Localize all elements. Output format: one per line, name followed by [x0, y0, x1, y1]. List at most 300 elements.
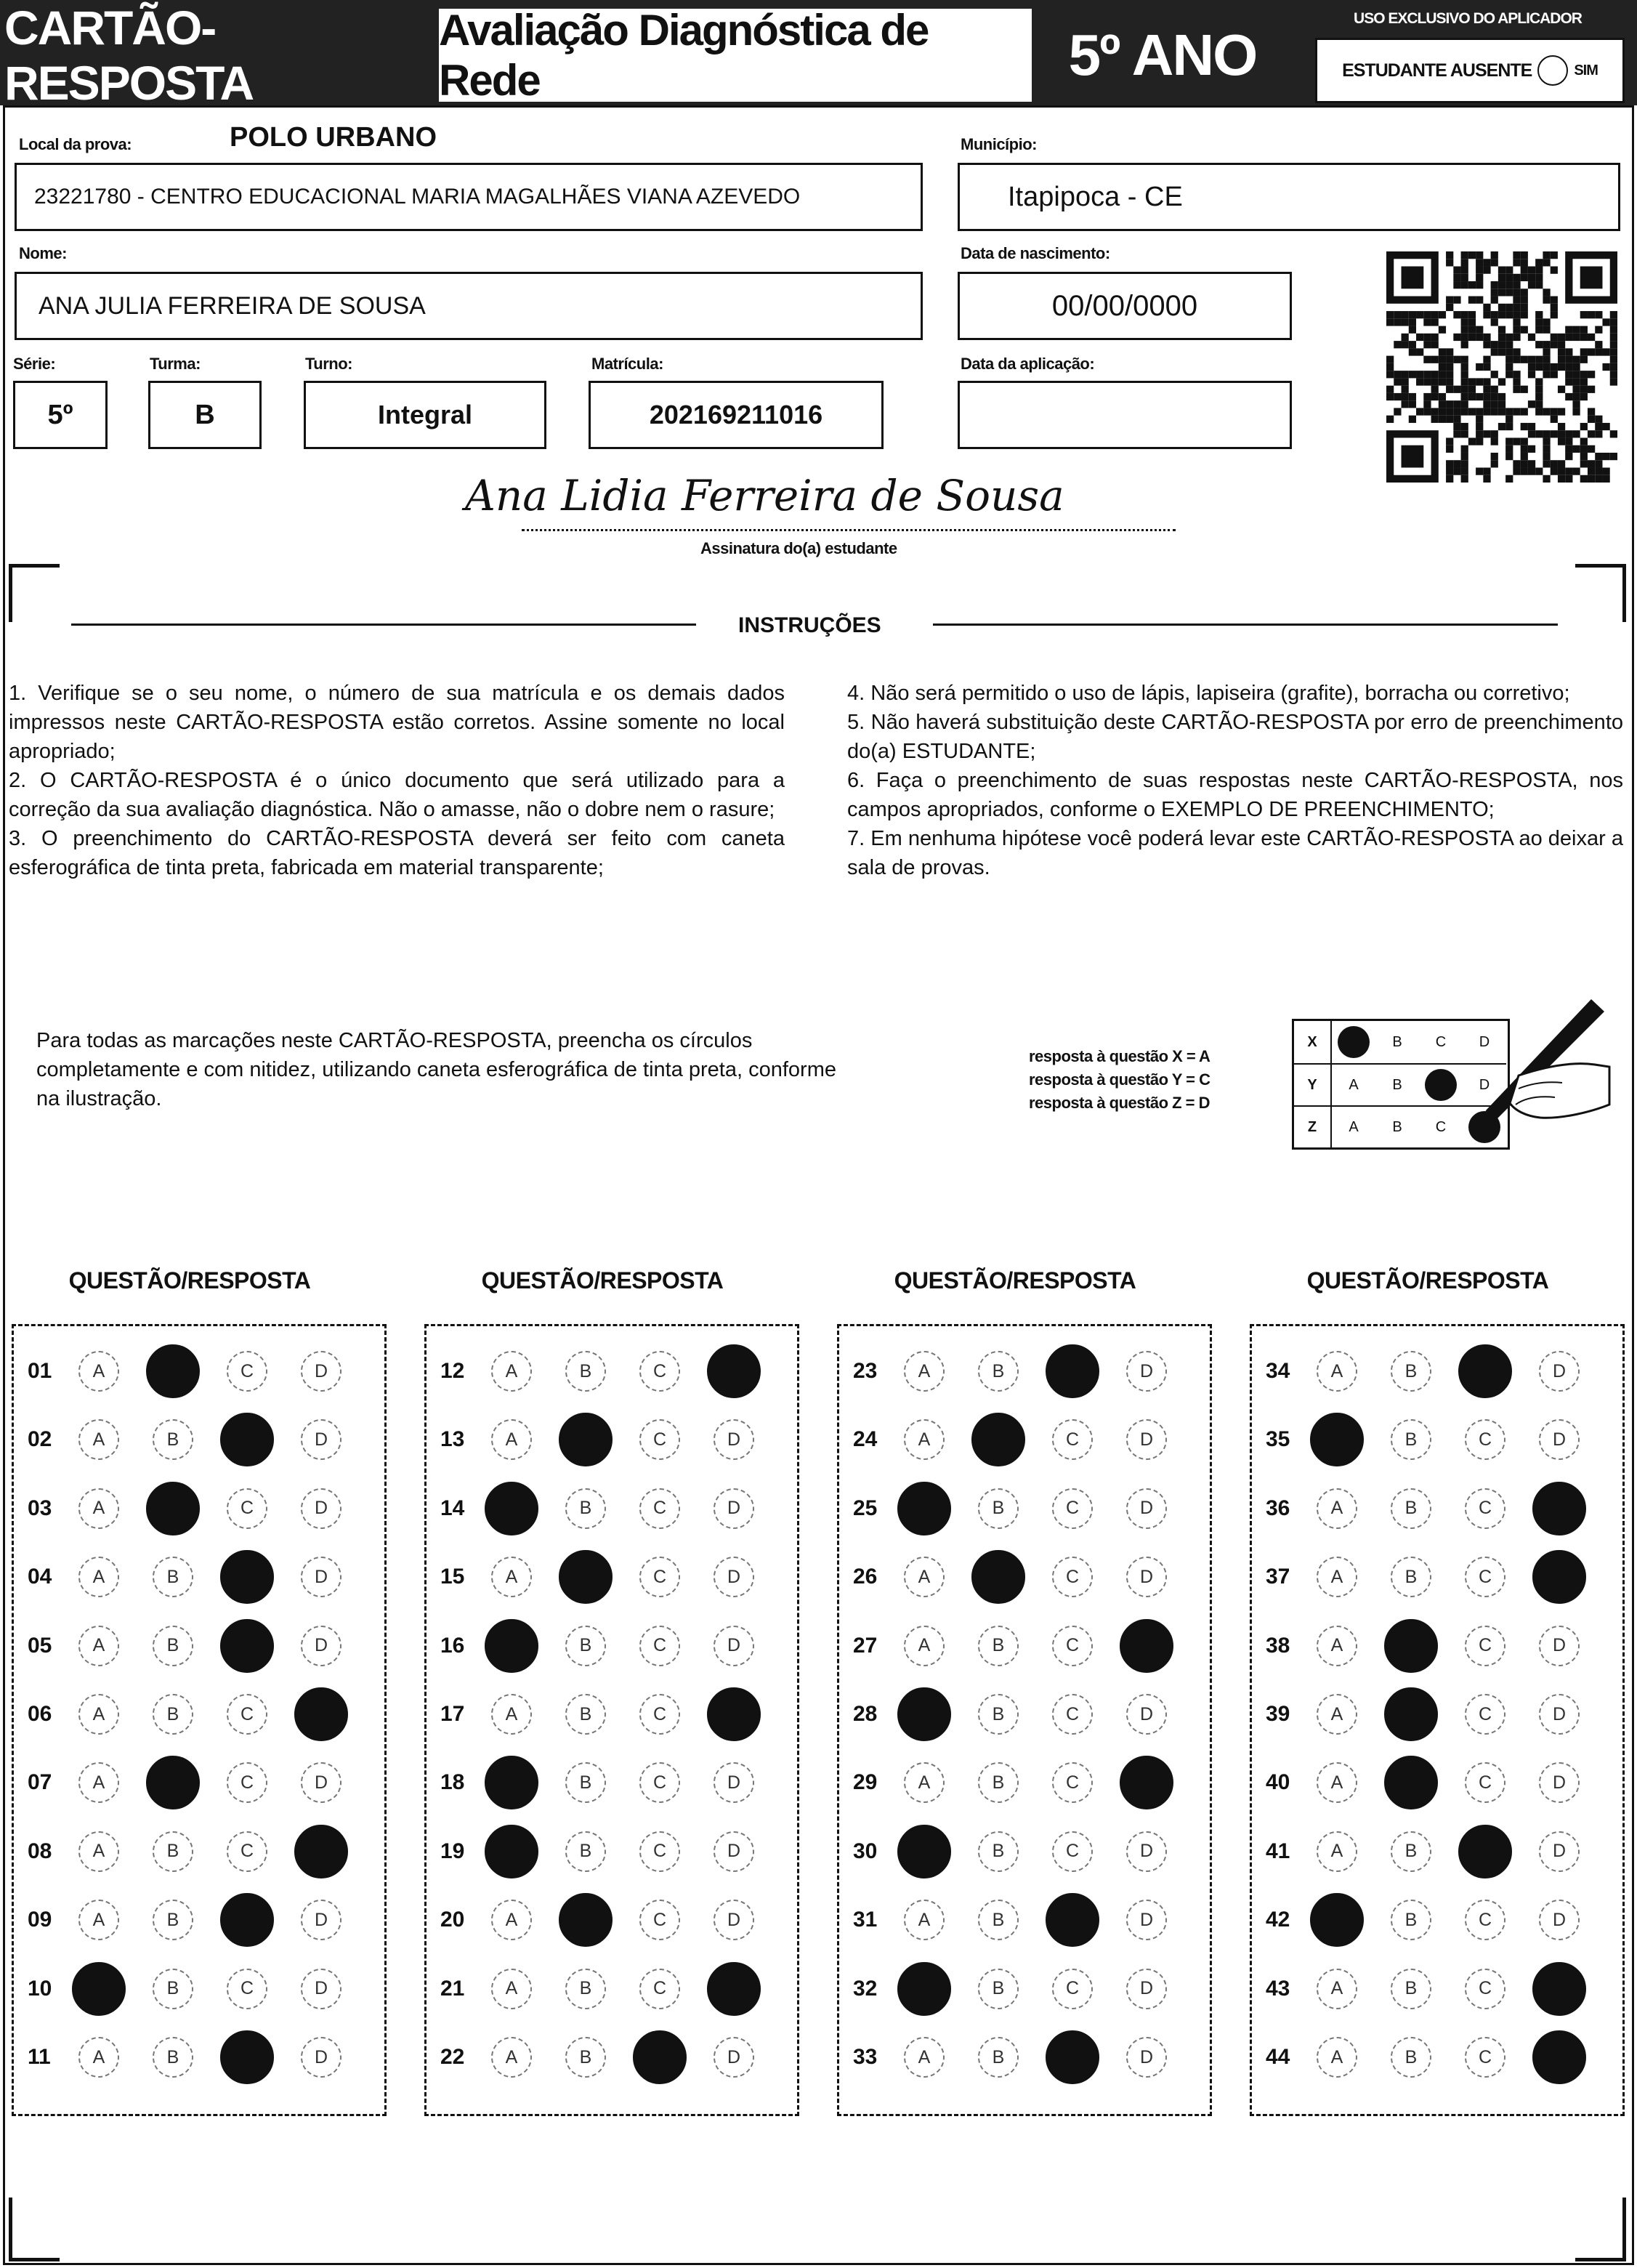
answer-row: [853, 1964, 1200, 2014]
answer-bubble-c[interactable]: C: [639, 1900, 680, 1940]
answer-bubble-d[interactable]: D: [301, 1762, 341, 1803]
answer-bubble-d[interactable]: [1532, 1962, 1586, 2016]
answer-bubble-d[interactable]: D: [1539, 1419, 1580, 1460]
answer-bubble-d[interactable]: [294, 1825, 348, 1878]
example-bubble: [1375, 1063, 1419, 1105]
answer-bubble-c[interactable]: C: [1465, 1488, 1505, 1529]
answer-bubble-a[interactable]: A: [904, 1419, 945, 1460]
answer-bubble-b[interactable]: [146, 1482, 200, 1535]
answer-bubble-a[interactable]: A: [491, 1351, 532, 1392]
answer-bubble-b[interactable]: [559, 1550, 613, 1604]
answer-bubble-a[interactable]: A: [78, 2037, 119, 2078]
answer-bubble-a[interactable]: A: [78, 1694, 119, 1735]
grade-title: 5º ANO: [1068, 23, 1257, 87]
question-number: 03: [28, 1496, 52, 1520]
question-number: 40: [1266, 1770, 1290, 1795]
answer-bubble-d[interactable]: D: [1126, 1969, 1167, 2009]
example-bubble: [1332, 1063, 1375, 1105]
question-number: 06: [28, 1702, 52, 1726]
question-number: 23: [853, 1359, 878, 1383]
answer-bubble-a[interactable]: [1310, 1413, 1364, 1466]
card-title: CARTÃO-RESPOSTA: [4, 1, 254, 110]
answer-row: [28, 1964, 375, 2014]
question-number: 24: [853, 1427, 878, 1452]
answer-bubble-b[interactable]: B: [565, 1351, 606, 1392]
answer-bubble-b[interactable]: B: [565, 1831, 606, 1872]
answer-row: [1266, 1689, 1613, 1740]
answer-bubble-b[interactable]: B: [1391, 1900, 1431, 1940]
local-value: POLO URBANO: [230, 122, 437, 153]
answer-bubble-c[interactable]: C: [1465, 1626, 1505, 1666]
answer-bubble-c[interactable]: C: [1465, 1419, 1505, 1460]
answer-bubble-d[interactable]: D: [301, 1900, 341, 1940]
question-number: 43: [1266, 1976, 1290, 2001]
answer-bubble-a[interactable]: A: [904, 1762, 945, 1803]
question-number: 42: [1266, 1908, 1290, 1932]
answer-bubble-c[interactable]: [220, 1893, 274, 1947]
answer-bubble-a[interactable]: [485, 1756, 538, 1809]
answer-bubble-d[interactable]: D: [1126, 2037, 1167, 2078]
answer-bubble-b[interactable]: B: [1391, 1969, 1431, 2009]
answer-bubble-b[interactable]: B: [978, 1831, 1019, 1872]
answer-bubble-c[interactable]: C: [227, 1762, 267, 1803]
turno-field: Integral: [304, 381, 546, 449]
answer-bubble-b[interactable]: B: [1391, 1351, 1431, 1392]
answer-bubble-b[interactable]: [1384, 1687, 1438, 1741]
answer-bubble-a[interactable]: [485, 1825, 538, 1878]
answer-bubble-a[interactable]: A: [1317, 1969, 1357, 2009]
answer-bubble-c[interactable]: C: [639, 1488, 680, 1529]
answer-bubble-c[interactable]: [1458, 1825, 1512, 1878]
answer-bubble-d[interactable]: D: [714, 1900, 754, 1940]
answer-bubble-d[interactable]: D: [1126, 1831, 1167, 1872]
answer-bubble-c[interactable]: [633, 2030, 687, 2084]
answer-row: [1266, 1346, 1613, 1397]
answer-bubble-c[interactable]: C: [639, 1351, 680, 1392]
applicator-label: USO EXCLUSIVO DO APLICADOR: [1354, 10, 1582, 27]
answer-bubble-a[interactable]: A: [1317, 1694, 1357, 1735]
question-number: 35: [1266, 1427, 1290, 1452]
instruction-1: 1. Verifique se o seu nome, o número de sua matrícula e os demais dados impressos neste CARTÃO-RESPOSTA estão corretos. Assine somente no local apropriado;: [9, 682, 785, 763]
answer-bubble-b[interactable]: B: [565, 1488, 606, 1529]
question-number: 02: [28, 1427, 52, 1452]
answer-bubble-b[interactable]: B: [153, 1419, 193, 1460]
answer-column-header: QUESTÃO/RESPOSTA: [894, 1267, 1136, 1294]
local-label: Local da prova:: [19, 135, 132, 153]
nascimento-field: 00/00/0000: [958, 272, 1292, 340]
answer-bubble-b[interactable]: B: [1391, 2037, 1431, 2078]
answer-bubble-c[interactable]: C: [1052, 1419, 1093, 1460]
answer-bubble-b[interactable]: [559, 1893, 613, 1947]
example-option-letter: D: [1479, 1076, 1490, 1093]
answer-bubble-d[interactable]: [1532, 1550, 1586, 1604]
question-number: 18: [440, 1770, 465, 1795]
answer-bubble-a[interactable]: A: [1317, 1626, 1357, 1666]
answer-row: [1266, 1414, 1613, 1465]
answer-row: [440, 1964, 788, 2014]
question-number: 17: [440, 1702, 465, 1726]
answer-bubble-c[interactable]: C: [639, 1626, 680, 1666]
question-number: 14: [440, 1496, 465, 1520]
answer-bubble-a[interactable]: [72, 1962, 126, 2016]
aplicacao-field: [958, 381, 1292, 449]
answer-bubble-a[interactable]: A: [78, 1557, 119, 1597]
answer-bubble-d[interactable]: D: [714, 1831, 754, 1872]
answer-bubble-b[interactable]: B: [565, 1694, 606, 1735]
example-bubble: [1375, 1105, 1419, 1147]
answer-bubble-d[interactable]: D: [1126, 1557, 1167, 1597]
answer-bubble-a[interactable]: A: [78, 1626, 119, 1666]
municipio-label: Município:: [961, 135, 1037, 153]
answer-bubble-d[interactable]: D: [1539, 1694, 1580, 1735]
answer-bubble-c[interactable]: C: [639, 1831, 680, 1872]
answer-bubble-d[interactable]: D: [1539, 1831, 1580, 1872]
answer-bubble-b[interactable]: B: [565, 1626, 606, 1666]
answer-row: [1266, 1621, 1613, 1671]
answer-bubble-a[interactable]: [897, 1962, 951, 2016]
absent-bubble[interactable]: [1537, 55, 1568, 86]
answer-bubble-b[interactable]: B: [153, 1694, 193, 1735]
answer-bubble-a[interactable]: A: [491, 1694, 532, 1735]
answer-bubble-a[interactable]: A: [904, 1557, 945, 1597]
answer-bubble-d[interactable]: D: [301, 1626, 341, 1666]
question-number: 16: [440, 1633, 465, 1658]
answer-bubble-b[interactable]: B: [1391, 1831, 1431, 1872]
answer-bubble-d[interactable]: D: [1126, 1351, 1167, 1392]
answer-bubble-b[interactable]: [146, 1756, 200, 1809]
answer-bubble-b[interactable]: B: [153, 1626, 193, 1666]
answer-row: [853, 1689, 1200, 1740]
answer-bubble-b[interactable]: B: [153, 1900, 193, 1940]
answer-row: [853, 1414, 1200, 1465]
question-number: 34: [1266, 1359, 1290, 1383]
example-option-letter: C: [1435, 1033, 1447, 1050]
example-bubble: [1375, 1021, 1419, 1063]
answer-bubble-b[interactable]: [1384, 1619, 1438, 1673]
answer-bubble-a[interactable]: [485, 1619, 538, 1673]
answer-row: [853, 2032, 1200, 2083]
answer-bubble-c[interactable]: C: [227, 1694, 267, 1735]
answer-bubble-c[interactable]: [1046, 2030, 1099, 2084]
answer-row: [440, 1621, 788, 1671]
answer-bubble-b[interactable]: [1384, 1756, 1438, 1809]
answer-bubble-d[interactable]: [294, 1687, 348, 1741]
answer-bubble-d[interactable]: D: [714, 1626, 754, 1666]
answer-bubble-b[interactable]: B: [978, 2037, 1019, 2078]
answer-bubble-c[interactable]: [220, 1550, 274, 1604]
answer-bubble-d[interactable]: D: [1126, 1694, 1167, 1735]
answer-bubble-a[interactable]: A: [1317, 1762, 1357, 1803]
answer-row: [440, 1689, 788, 1740]
answer-bubble-b[interactable]: B: [978, 1762, 1019, 1803]
answer-bubble-b[interactable]: B: [565, 1762, 606, 1803]
answer-bubble-b[interactable]: B: [978, 1969, 1019, 2009]
instructions-left: [9, 679, 785, 882]
school-field: 23221780 - CENTRO EDUCACIONAL MARIA MAGALHÃES VIANA AZEVEDO: [15, 163, 923, 231]
answer-row: [28, 1346, 375, 1397]
question-number: 04: [28, 1565, 52, 1589]
answer-bubble-c[interactable]: C: [639, 1419, 680, 1460]
answer-bubble-c[interactable]: C: [1465, 1557, 1505, 1597]
answer-bubble-d[interactable]: D: [714, 1557, 754, 1597]
answer-bubble-c[interactable]: C: [1465, 1969, 1505, 2009]
answer-bubble-a[interactable]: [897, 1825, 951, 1878]
answer-column-header: QUESTÃO/RESPOSTA: [481, 1267, 724, 1294]
answer-bubble-b[interactable]: B: [153, 1831, 193, 1872]
aplicacao-label: Data da aplicação:: [961, 355, 1095, 373]
answer-row: [853, 1826, 1200, 1877]
answer-bubble-a[interactable]: A: [78, 1351, 119, 1392]
answer-bubble-c[interactable]: C: [639, 1969, 680, 2009]
answer-row: [440, 1757, 788, 1808]
answer-bubble-a[interactable]: A: [1317, 1831, 1357, 1872]
answer-bubble-d[interactable]: D: [301, 1351, 341, 1392]
example-row-label: X: [1294, 1021, 1332, 1063]
answer-bubble-a[interactable]: A: [491, 1419, 532, 1460]
answer-bubble-b[interactable]: B: [565, 2037, 606, 2078]
answer-bubble-d[interactable]: D: [301, 2037, 341, 2078]
answer-bubble-c[interactable]: [1046, 1344, 1099, 1398]
instruction-4: 4. Não será permitido o uso de lápis, lapiseira (grafite), borracha ou corretivo;: [847, 682, 1570, 705]
answer-bubble-b[interactable]: B: [153, 1557, 193, 1597]
answer-bubble-b[interactable]: [971, 1413, 1025, 1466]
answer-bubble-d[interactable]: [1532, 1482, 1586, 1535]
answer-bubble-d[interactable]: D: [1539, 1626, 1580, 1666]
answer-row: [1266, 1483, 1613, 1534]
answer-row: [440, 1346, 788, 1397]
answer-bubble-d[interactable]: D: [1126, 1419, 1167, 1460]
answer-bubble-c[interactable]: C: [1052, 1694, 1093, 1735]
instruction-3: 3. O preenchimento do CARTÃO-RESPOSTA deverá ser feito com caneta esferográfica de tinta preta, fabricada em material transparente;: [9, 827, 785, 879]
answer-bubble-b[interactable]: B: [978, 1488, 1019, 1529]
answer-bubble-a[interactable]: A: [78, 1762, 119, 1803]
answer-bubble-c[interactable]: C: [227, 1488, 267, 1529]
example-option-letter: B: [1392, 1076, 1402, 1093]
turma-field: B: [148, 381, 262, 449]
answer-row: [28, 1757, 375, 1808]
question-number: 15: [440, 1565, 465, 1589]
answer-row: [28, 1894, 375, 1945]
answer-bubble-a[interactable]: A: [1317, 1351, 1357, 1392]
question-number: 28: [853, 1702, 878, 1726]
question-number: 01: [28, 1359, 52, 1383]
question-number: 25: [853, 1496, 878, 1520]
answer-bubble-b[interactable]: [146, 1344, 200, 1398]
corner-mark-bottom-left: [9, 2198, 60, 2261]
question-number: 36: [1266, 1496, 1290, 1520]
answer-bubble-c[interactable]: C: [1465, 1900, 1505, 1940]
question-number: 22: [440, 2045, 465, 2069]
answer-bubble-a[interactable]: A: [1317, 2037, 1357, 2078]
question-number: 11: [28, 2045, 51, 2069]
answer-bubble-c[interactable]: [220, 2030, 274, 2084]
answer-bubble-c[interactable]: C: [1465, 1694, 1505, 1735]
nome-field: ANA JULIA FERREIRA DE SOUSA: [15, 272, 923, 340]
question-number: 19: [440, 1839, 465, 1863]
answer-bubble-a[interactable]: A: [78, 1488, 119, 1529]
example-line-z: resposta à questão Z = D: [1029, 1094, 1210, 1112]
question-number: 30: [853, 1839, 878, 1863]
answer-bubble-d[interactable]: [707, 1962, 761, 2016]
answer-bubble-c[interactable]: C: [1052, 1762, 1093, 1803]
answer-bubble-b[interactable]: [559, 1413, 613, 1466]
answer-bubble-d[interactable]: [1532, 2030, 1586, 2084]
answer-bubble-b[interactable]: B: [1391, 1419, 1431, 1460]
answer-bubble-a[interactable]: A: [1317, 1557, 1357, 1597]
answer-bubble-b[interactable]: B: [1391, 1488, 1431, 1529]
answer-bubble-d[interactable]: D: [301, 1488, 341, 1529]
answer-bubble-d[interactable]: [707, 1687, 761, 1741]
question-number: 05: [28, 1633, 52, 1658]
answer-bubble-b[interactable]: B: [1391, 1557, 1431, 1597]
question-number: 21: [440, 1976, 465, 2001]
answer-bubble-c[interactable]: C: [639, 1762, 680, 1803]
example-option-letter: C: [1435, 1118, 1447, 1135]
answer-bubble-b[interactable]: B: [978, 1626, 1019, 1666]
answer-bubble-c[interactable]: [1458, 1344, 1512, 1398]
answer-bubble-d[interactable]: [1120, 1756, 1173, 1809]
question-number: 29: [853, 1770, 878, 1795]
answer-bubble-d[interactable]: [707, 1344, 761, 1398]
answer-bubble-c[interactable]: C: [639, 1557, 680, 1597]
answer-bubble-b[interactable]: [971, 1550, 1025, 1604]
answer-bubble-d[interactable]: D: [714, 2037, 754, 2078]
answer-bubble-b[interactable]: B: [978, 1694, 1019, 1735]
serie-label: Série:: [13, 355, 56, 373]
answer-row: [28, 1689, 375, 1740]
answer-bubble-c[interactable]: C: [227, 1969, 267, 2009]
question-number: 08: [28, 1839, 52, 1863]
answer-bubble-c[interactable]: C: [227, 1351, 267, 1392]
qr-code: [1386, 251, 1617, 483]
example-line-x: resposta à questão X = A: [1029, 1047, 1210, 1065]
answer-bubble-a[interactable]: A: [904, 1900, 945, 1940]
corner-mark-top-left: [9, 564, 60, 622]
answer-bubble-d[interactable]: D: [714, 1419, 754, 1460]
answer-bubble-b[interactable]: B: [978, 1900, 1019, 1940]
answer-bubble-a[interactable]: A: [904, 1351, 945, 1392]
question-number: 09: [28, 1908, 52, 1932]
municipio-field: Itapipoca - CE: [958, 163, 1620, 231]
answer-row: [28, 1621, 375, 1671]
answer-bubble-a[interactable]: A: [78, 1419, 119, 1460]
answer-bubble-b[interactable]: B: [565, 1969, 606, 2009]
answer-bubble-b[interactable]: B: [153, 2037, 193, 2078]
answer-bubble-b[interactable]: B: [153, 1969, 193, 2009]
answer-bubble-c[interactable]: C: [1465, 2037, 1505, 2078]
answer-bubble-d[interactable]: [1120, 1619, 1173, 1673]
corner-mark-top-right: [1575, 564, 1626, 622]
answer-bubble-c[interactable]: [1046, 1893, 1099, 1947]
question-number: 37: [1266, 1565, 1290, 1589]
answer-bubble-d[interactable]: D: [714, 1488, 754, 1529]
answer-bubble-c[interactable]: [220, 1619, 274, 1673]
question-number: 31: [853, 1908, 878, 1932]
corner-mark-bottom-right: [1575, 2198, 1626, 2261]
answer-row: [28, 1414, 375, 1465]
example-row-label: Y: [1294, 1063, 1332, 1105]
answer-bubble-a[interactable]: A: [491, 1557, 532, 1597]
answer-bubble-c[interactable]: C: [639, 1694, 680, 1735]
answer-bubble-a[interactable]: [485, 1482, 538, 1535]
example-option-letter: B: [1392, 1033, 1402, 1050]
question-number: 41: [1266, 1839, 1290, 1863]
answer-row: [853, 1346, 1200, 1397]
example-row-label: Z: [1294, 1105, 1332, 1147]
answer-row: [853, 1551, 1200, 1602]
answer-row: [28, 1551, 375, 1602]
answer-bubble-c[interactable]: C: [1052, 1557, 1093, 1597]
absent-label: ESTUDANTE AUSENTE: [1342, 60, 1532, 81]
answer-bubble-d[interactable]: D: [1539, 1900, 1580, 1940]
answer-bubble-c[interactable]: C: [1465, 1762, 1505, 1803]
answer-bubble-c[interactable]: [220, 1413, 274, 1466]
student-signature: Ana Lidia Ferreira de Sousa: [465, 471, 1064, 520]
answer-row: [28, 1826, 375, 1877]
fill-note: Para todas as marcações neste CARTÃO-RESPOSTA, preencha os círculos completamente e com nitidez, utilizando caneta esferográfica de tinta preta, conforme na ilustração.: [36, 1029, 836, 1110]
answer-column-header: QUESTÃO/RESPOSTA: [68, 1267, 311, 1294]
answer-bubble-a[interactable]: [897, 1687, 951, 1741]
answer-bubble-c[interactable]: C: [1052, 1626, 1093, 1666]
answer-bubble-c[interactable]: C: [227, 1831, 267, 1872]
answer-row: [853, 1483, 1200, 1534]
answer-row: [853, 1621, 1200, 1671]
instruction-2: 2. O CARTÃO-RESPOSTA é o único documento que será utilizado para a correção da sua avaliação diagnóstica. Não o amasse, não o dobre nem o rasure;: [9, 769, 785, 821]
answer-bubble-d[interactable]: D: [301, 1969, 341, 2009]
answer-bubble-a[interactable]: A: [491, 1969, 532, 2009]
example-option-letter: A: [1349, 1118, 1359, 1135]
answer-bubble-d[interactable]: D: [301, 1419, 341, 1460]
answer-row: [1266, 1964, 1613, 2014]
answer-bubble-a[interactable]: [897, 1482, 951, 1535]
question-number: 32: [853, 1976, 878, 2001]
question-number: 26: [853, 1565, 878, 1589]
answer-bubble-d[interactable]: D: [1126, 1900, 1167, 1940]
example-line-y: resposta à questão Y = C: [1029, 1070, 1210, 1089]
answer-bubble-a[interactable]: A: [491, 2037, 532, 2078]
answer-bubble-a[interactable]: A: [904, 1626, 945, 1666]
answer-bubble-b[interactable]: B: [978, 1351, 1019, 1392]
answer-bubble-a[interactable]: A: [491, 1900, 532, 1940]
answer-row: [440, 1483, 788, 1534]
answer-row: [28, 1483, 375, 1534]
nome-label: Nome:: [19, 244, 67, 262]
answer-bubble-d[interactable]: D: [1539, 1351, 1580, 1392]
example-bubble: [1332, 1105, 1375, 1147]
answer-bubble-a[interactable]: A: [78, 1831, 119, 1872]
answer-bubble-c[interactable]: C: [1052, 1831, 1093, 1872]
answer-bubble-a[interactable]: [1310, 1893, 1364, 1947]
answer-bubble-d[interactable]: D: [1539, 1762, 1580, 1803]
question-number: 27: [853, 1633, 878, 1658]
answer-row: [1266, 1826, 1613, 1877]
answer-row: [440, 1826, 788, 1877]
question-number: 44: [1266, 2045, 1290, 2069]
answer-bubble-d[interactable]: D: [301, 1557, 341, 1597]
answer-bubble-c[interactable]: C: [1052, 1488, 1093, 1529]
signature-line: [522, 529, 1176, 531]
answer-bubble-a[interactable]: A: [78, 1900, 119, 1940]
answer-bubble-a[interactable]: A: [1317, 1488, 1357, 1529]
answer-row: [28, 2032, 375, 2083]
answer-bubble-c[interactable]: C: [1052, 1969, 1093, 2009]
answer-row: [1266, 1757, 1613, 1808]
answer-bubble-a[interactable]: A: [904, 2037, 945, 2078]
answer-bubble-d[interactable]: D: [1126, 1488, 1167, 1529]
answer-row: [440, 2032, 788, 2083]
answer-bubble-d[interactable]: D: [714, 1762, 754, 1803]
question-number: 07: [28, 1770, 52, 1795]
